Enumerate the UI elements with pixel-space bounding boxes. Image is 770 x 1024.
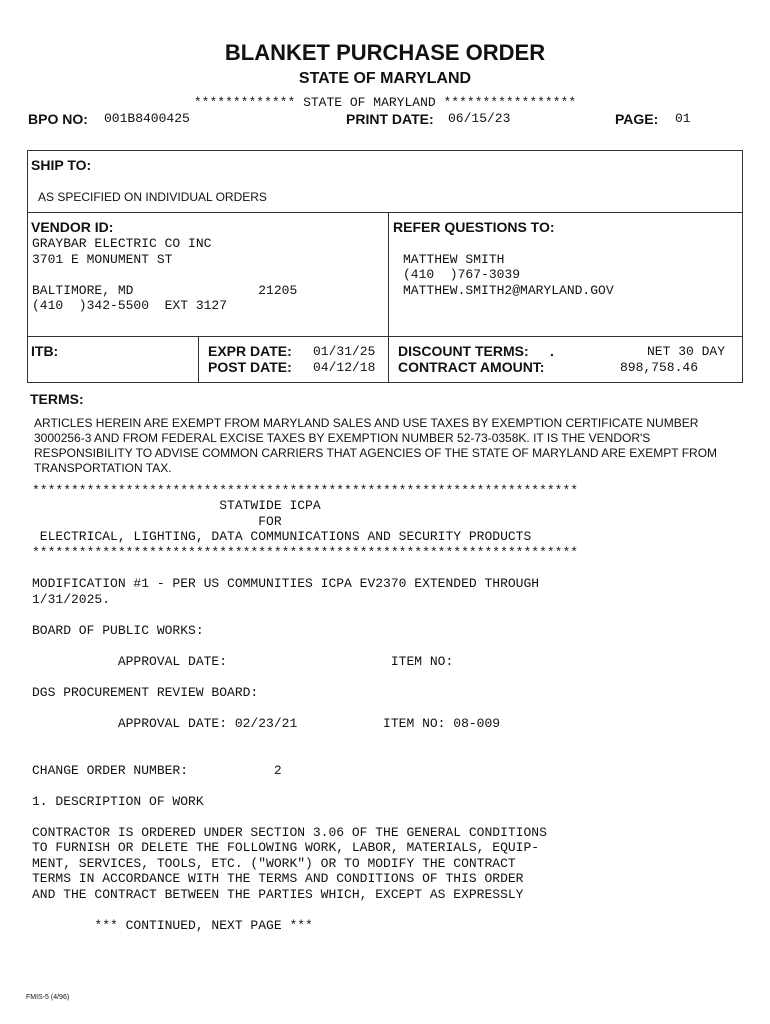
bpw-approval: APPROVAL DATE: ITEM NO: xyxy=(32,654,454,669)
vendor-name: GRAYBAR ELECTRIC CO INC xyxy=(32,236,212,251)
print-date-label: PRINT DATE: xyxy=(346,111,434,127)
post-date-value: 04/12/18 xyxy=(313,360,376,375)
terms-text: ARTICLES HEREIN ARE EXEMPT FROM MARYLAND SALES AND USE TAXES BY EXEMPTION CERTIFICATE NUMBER 3000256-3 AND FROM FEDERAL EXCISE TAXES BY EXEMPTION NUMBER 52-73-0358K. IT IS THE VENDOR'S RESPONSIBILITY TO ADVISE COMMON CARRIERS THAT AGENCIES OF THE STATE OF MARYLAND ARE EXEMPT FROM TRANSPORTATION TAX. xyxy=(34,416,718,475)
paragraph-line-4: TERMS IN ACCORDANCE WITH THE TERMS AND CONDITIONS OF THIS ORDER xyxy=(32,871,524,886)
dgs-approval: APPROVAL DATE: 02/23/21 ITEM NO: 08-009 xyxy=(32,716,501,731)
itb-label: ITB: xyxy=(31,343,59,359)
post-date-label: POST DATE: xyxy=(208,359,292,375)
vendor-divider xyxy=(27,336,743,337)
ship-to-label: SHIP TO: xyxy=(31,157,92,173)
expr-date-label: EXPR DATE: xyxy=(208,343,292,359)
ship-to-divider xyxy=(27,212,743,213)
icpa-title: STATWIDE ICPA xyxy=(32,498,321,513)
vendor-refer-divider xyxy=(388,212,389,383)
vendor-city-zip: BALTIMORE, MD 21205 xyxy=(32,283,298,298)
dgs-label: DGS PROCUREMENT REVIEW BOARD: xyxy=(32,685,259,700)
paragraph-line-3: MENT, SERVICES, TOOLS, ETC. ("WORK") OR TO MODIFY THE CONTRACT xyxy=(32,856,516,871)
modification-line-1: MODIFICATION #1 - PER US COMMUNITIES ICPA EV2370 EXTENDED THROUGH xyxy=(32,576,540,591)
bpo-label: BPO NO: xyxy=(28,111,88,127)
expr-date-value: 01/31/25 xyxy=(313,344,376,359)
bpo-number: 001B8400425 xyxy=(104,111,190,126)
page-number: 01 xyxy=(675,111,691,126)
change-order-number: CHANGE ORDER NUMBER: 2 xyxy=(32,763,282,778)
discount-terms-value: NET 30 DAY xyxy=(647,344,726,359)
icpa-for: FOR xyxy=(32,514,282,529)
refer-questions-label: REFER QUESTIONS TO: xyxy=(393,219,555,235)
paragraph-line-2: TO FURNISH OR DELETE THE FOLLOWING WORK, LABOR, MATERIALS, EQUIP- xyxy=(32,840,540,855)
form-id: FMIS-5 (4/96) xyxy=(26,994,70,1001)
contract-amount-label: CONTRACT AMOUNT: xyxy=(398,359,545,375)
discount-terms-label: DISCOUNT TERMS: xyxy=(398,343,529,359)
paragraph-line-5: AND THE CONTRACT BETWEEN THE PARTIES WHICH, EXCEPT AS EXPRESSLY xyxy=(32,887,524,902)
state-banner: ************* STATE OF MARYLAND ***************** xyxy=(193,95,577,110)
description-heading: 1. DESCRIPTION OF WORK xyxy=(32,794,204,809)
paragraph-line-1: CONTRACTOR IS ORDERED UNDER SECTION 3.06 OF THE GENERAL CONDITIONS xyxy=(32,825,547,840)
contact-name: MATTHEW SMITH xyxy=(403,252,505,267)
terms-label: TERMS: xyxy=(30,391,84,407)
modification-line-2: 1/31/2025. xyxy=(32,592,111,607)
vendor-street: 3701 E MONUMENT ST xyxy=(32,252,173,267)
discount-terms-dot: . xyxy=(550,343,554,359)
ship-to-value: AS SPECIFIED ON INDIVIDUAL ORDERS xyxy=(38,190,267,204)
document-title: BLANKET PURCHASE ORDER xyxy=(224,40,546,65)
continued-notice: *** CONTINUED, NEXT PAGE *** xyxy=(32,918,313,933)
stars-top: ********************************************************************** xyxy=(32,483,579,498)
vendor-id-label: VENDOR ID: xyxy=(31,219,114,235)
icpa-products: ELECTRICAL, LIGHTING, DATA COMMUNICATIONS AND SECURITY PRODUCTS xyxy=(32,529,532,544)
vendor-phone: (410 )342-5500 EXT 3127 xyxy=(32,298,228,313)
itb-expr-divider xyxy=(198,336,199,383)
bpw-label: BOARD OF PUBLIC WORKS: xyxy=(32,623,204,638)
contract-amount-value: 898,758.46 xyxy=(620,360,699,375)
page-label: PAGE: xyxy=(615,111,659,127)
document-subtitle: STATE OF MARYLAND xyxy=(298,70,472,87)
contact-email: MATTHEW.SMITH2@MARYLAND.GOV xyxy=(403,283,614,298)
stars-bottom: ********************************************************************** xyxy=(32,545,579,560)
contact-phone: (410 )767-3039 xyxy=(403,267,521,282)
print-date-value: 06/15/23 xyxy=(448,111,511,126)
